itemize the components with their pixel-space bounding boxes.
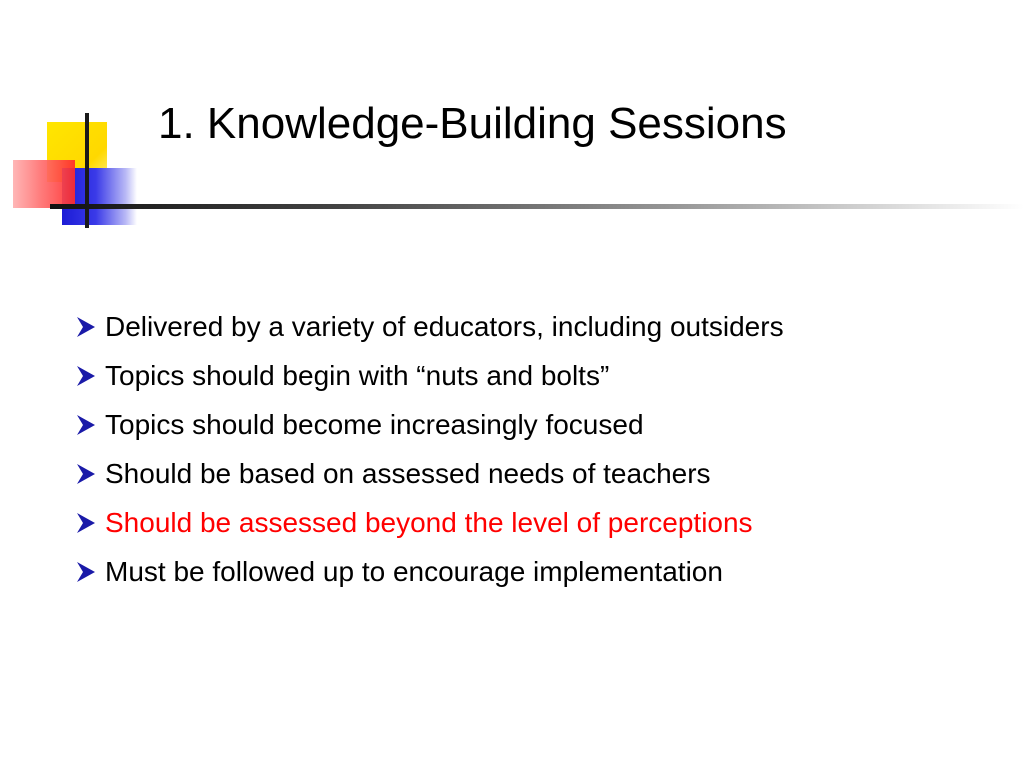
bullet-item: [75, 400, 784, 449]
bullet-item: [75, 449, 784, 498]
bullet-text: Topics should begin with “nuts and bolts”: [105, 359, 610, 391]
vertical-rule: [85, 113, 89, 228]
slide-title: 1. Knowledge-Building Sessions: [158, 99, 787, 148]
arrow-bullet-icon: [75, 412, 105, 438]
bullet-text: Delivered by a variety of educators, including outsiders: [105, 310, 784, 342]
arrow-bullet-icon: [75, 510, 105, 536]
bullet-item: [75, 302, 784, 351]
arrow-bullet-icon: [75, 461, 105, 487]
arrow-bullet-icon: [75, 559, 105, 585]
bullet-item-highlighted: [75, 498, 784, 547]
red-square-shape: [13, 160, 75, 208]
bullet-list: [75, 302, 784, 596]
bullet-item: [75, 547, 784, 596]
bullet-text: Must be followed up to encourage implementation: [105, 555, 723, 587]
bullet-item: [75, 351, 784, 400]
arrow-bullet-icon: [75, 363, 105, 389]
bullet-text: Topics should become increasingly focused: [105, 408, 644, 440]
bullet-text: Should be based on assessed needs of teachers: [105, 457, 711, 489]
arrow-bullet-icon: [75, 314, 105, 340]
title-underline-rule: [50, 204, 1024, 209]
bullet-text: Should be assessed beyond the level of perceptions: [105, 506, 753, 538]
